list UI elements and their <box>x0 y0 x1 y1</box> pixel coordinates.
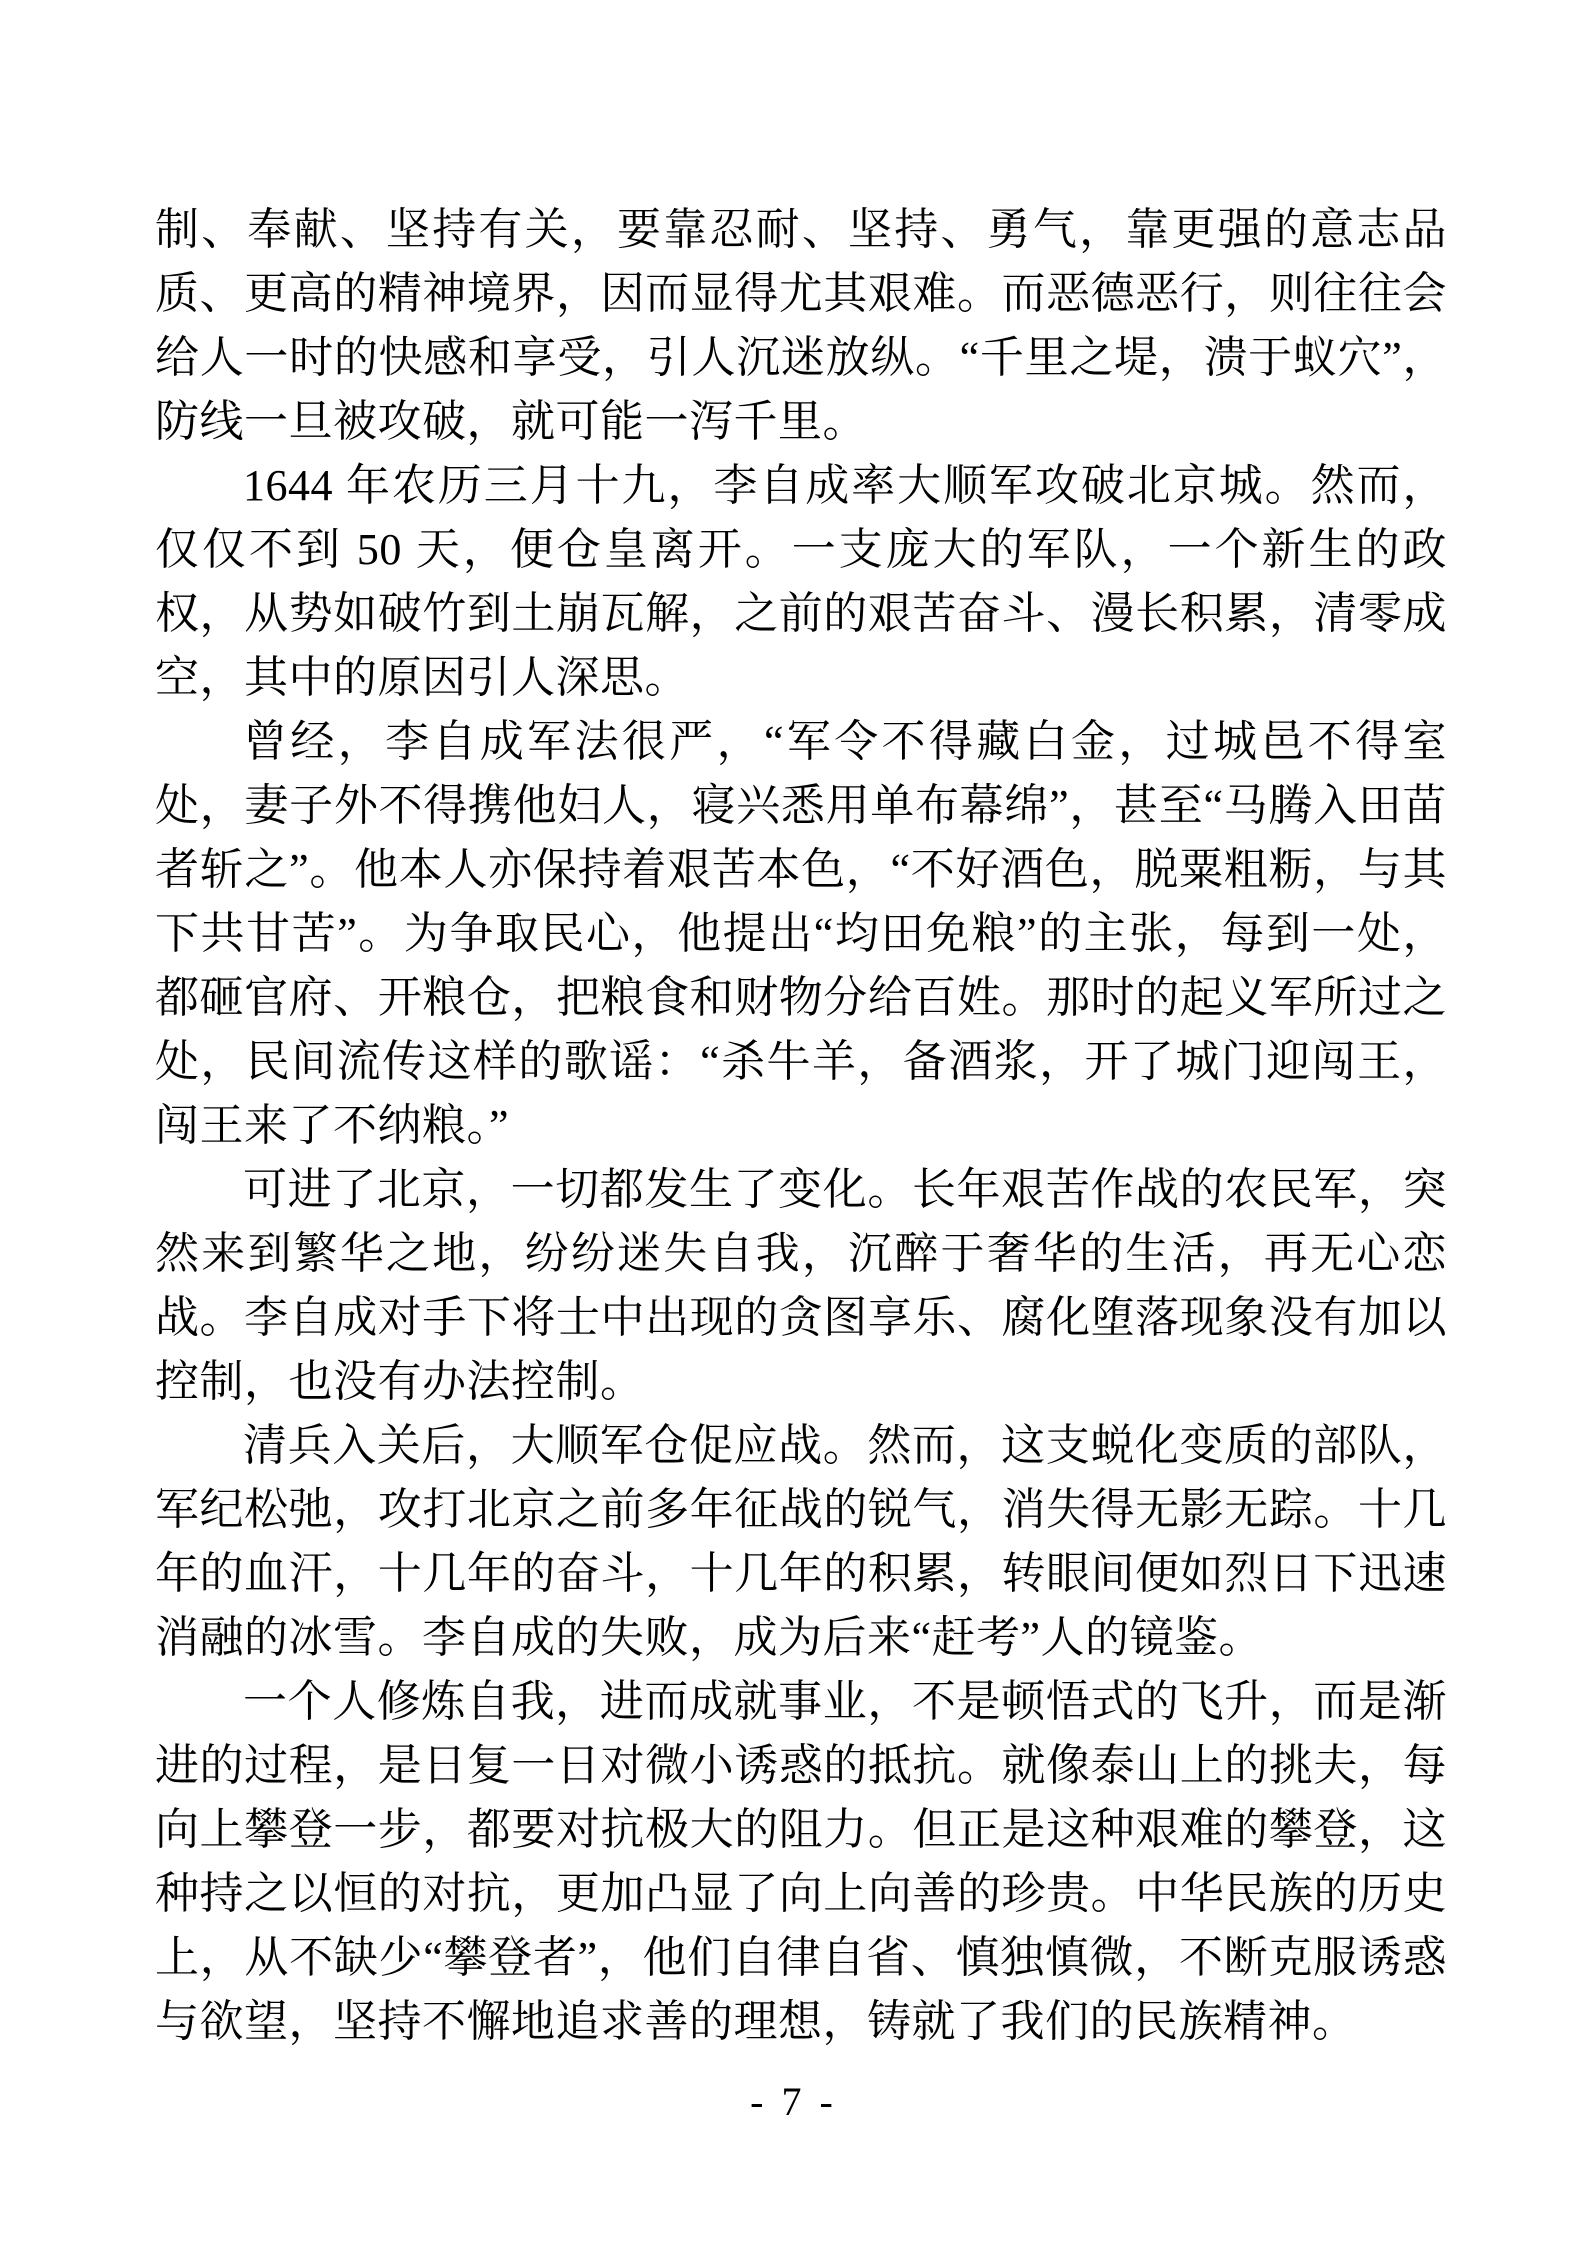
paragraph-2: 1644 年农历三月十九，李自成率大顺军攻破北京城。然而，仅仅不到 50 天，便仓皇离开。一支庞大的军队，一个新生的政权，从势如破竹到土崩瓦解，之前的艰苦奋斗、漫长积累，清零成空，其中的原因引人深思。 <box>155 461 1447 702</box>
paragraph-6: 一个人修炼自我，进而成就事业，不是顿悟式的飞升，而是渐进的过程，是日复一日对微小诱惑的抵抗。就像泰山上的挑夫，每向上攀登一步，都要对抗极大的阻力。但正是这种艰难的攀登，这种持之以恒的对抗，更加凸显了向上向善的珍贵。中华民族的历史上，从不缺少“攀登者”，他们自律自省、慎独慎微，不断克服诱惑与欲望，坚持不懈地追求善的理想，铸就了我们的民族精神。 <box>155 1677 1447 2046</box>
paragraph-5: 清兵入关后，大顺军仓促应战。然而，这支蜕化变质的部队，军纪松弛，攻打北京之前多年征战的锐气，消失得无影无踪。十几年的血汗，十几年的奋斗，十几年的积累，转眼间便如烈日下迅速消融的冰雪。李自成的失败，成为后来“赶考”人的镜鉴。 <box>155 1421 1447 1662</box>
page-number: - 7 - <box>750 2079 837 2124</box>
paragraph-3: 曾经，李自成军法很严，“军令不得藏白金，过城邑不得室处，妻子外不得携他妇人，寝兴悉用单布幕绵”，甚至“马腾入田苗者斩之”。他本人亦保持着艰苦本色，“不好酒色，脱粟粗粝，与其下共甘苦”。为争取民心，他提出“均田免粮”的主张，每到一处，都砸官府、开粮仓，把粮食和财物分给百姓。那时的起义军所过之处，民间流传这样的歌谣：“杀牛羊，备酒浆，开了城门迎闯王，闯王来了不纳粮。” <box>155 717 1447 1150</box>
paragraph-1: 制、奉献、坚持有关，要靠忍耐、坚持、勇气，靠更强的意志品质、更高的精神境界，因而显得尤其艰难。而恶德恶行，则往往会给人一时的快感和享受，引人沉迷放纵。“千里之堤，溃于蚁穴”，防线一旦被攻破，就可能一泻千里。 <box>155 205 1447 446</box>
paragraph-4: 可进了北京，一切都发生了变化。长年艰苦作战的农民军，突然来到繁华之地，纷纷迷失自我，沉醉于奢华的生活，再无心恋战。李自成对手下将士中出现的贪图享乐、腐化堕落现象没有加以控制，也没有办法控制。 <box>155 1165 1447 1406</box>
document-body <box>155 198 1447 2054</box>
page-footer <box>0 2078 1587 2125</box>
